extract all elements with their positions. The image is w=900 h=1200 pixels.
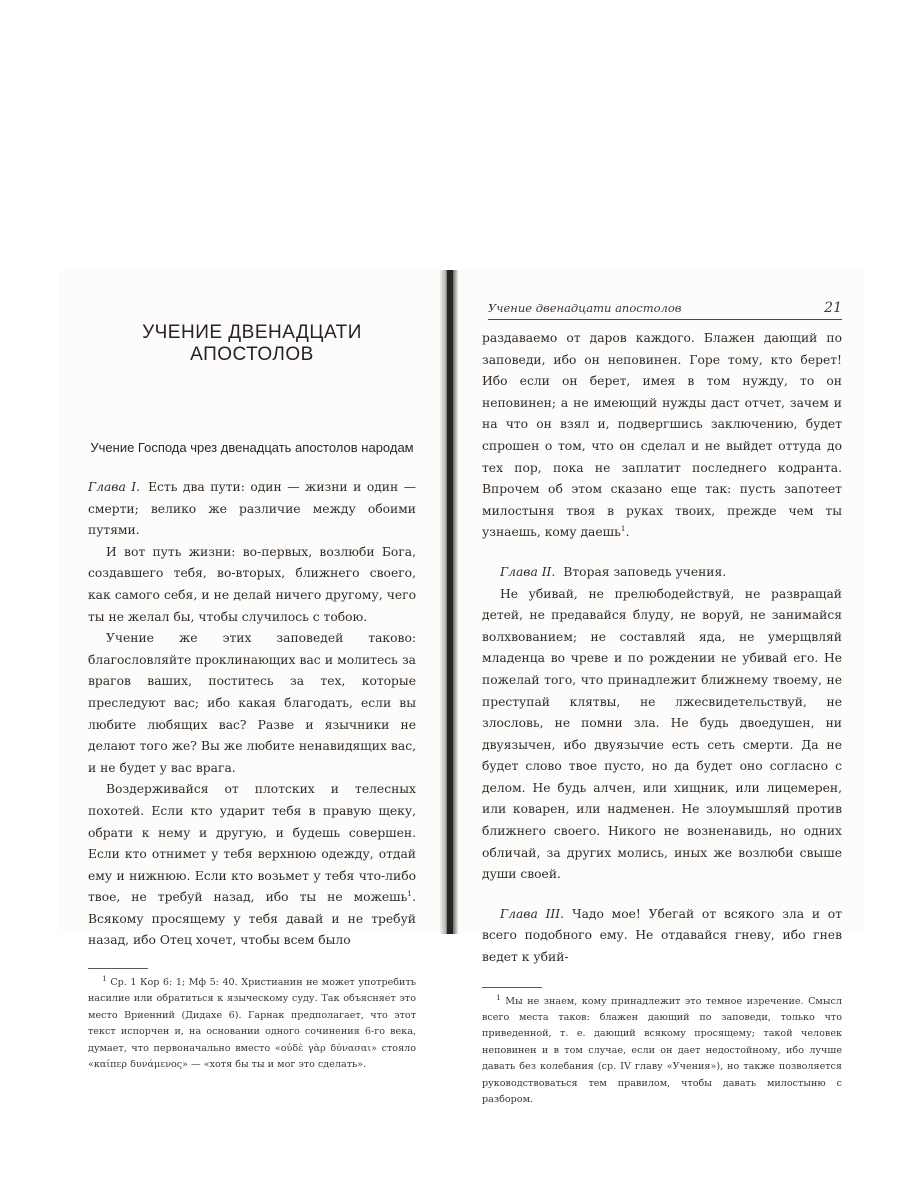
paragraph: [482, 562, 842, 584]
chapter-title: УЧЕНИЕ ДВЕНАДЦАТИ АПОСТОЛОВ: [142, 322, 362, 365]
paragraph: [482, 328, 842, 544]
paragraph-text: .: [625, 525, 630, 540]
footnote-text: Мы не знаем, кому принадлежит это темное изречение. Смысл всего места таков: блажен дающий по заповеди, только что приведенной, т. е. дающий всякому просящему; такой человек неповинен и в том случае, если он дает недостойному, ибо лучше давать без колебания (ср. IV главу «Учения»), но также позволяется руководствоваться тем правилом, чтобы давать милостыню с разбором.: [482, 995, 842, 1106]
right-page: [458, 270, 864, 1106]
paragraph: [482, 584, 842, 886]
footnote-ref[interactable]: 1: [620, 524, 626, 534]
paragraph-text: Есть два пути: один — жизни и один — смерти; велико же различие между обоими путями.: [88, 480, 416, 538]
running-head-title: Учение двенадцати апостолов: [488, 301, 682, 315]
book-gutter: [440, 270, 458, 934]
footnotes: [88, 968, 416, 1073]
paragraph: [88, 628, 416, 779]
footnote-text: Ср. 1 Кор 6: 1; Мф 5: 40. Христианин не может употребить насилие или обратиться к языческому суду. Так объясняет это место Вриенний (Дидахе 6). Гарнак предполагает, что этот текст испорчен и, на основании одного сочинения 6-го века, думает, что первоначально вместо «οὐδὲ γὰρ δύνασαι» стояло «καίπερ δυνάμενος» — «хотя бы ты и мог это сделать».: [88, 977, 416, 1071]
chapter-heading: Глава II.: [500, 564, 556, 579]
paragraph-text: И вот путь жизни: во-первых, возлюби Бога, создавшего тебя, во-вторых, ближнего своего, как самого себя, и не делай ничего другому, чего ты не желал бы, чтобы случилось с тобою.: [88, 544, 416, 624]
chapter-heading: Глава I.: [88, 480, 141, 494]
footnotes: [482, 987, 842, 1109]
paragraph: [88, 542, 416, 628]
footnote-marker: 1: [496, 992, 501, 1002]
footnote: [88, 975, 416, 1073]
paragraph-text: Учение же этих заповедей таково: благословляйте проклинающих вас и молитесь за врагов ваших, поститесь за тех, которые преследуют вас; ибо какая благодать, если вы любите любящих вас? Разве и язычники не делают того же? Вы же любите ненавидящих вас, и не будет у вас врага.: [88, 631, 416, 775]
paragraph-text: раздаваемо от даров каждого. Блажен дающий по заповеди, ибо он неповинен. Горе тому, кто берет! Ибо если он берет, имея в том нужду, то он неповинен; а не имеющий нужды даст отчет, зачем и на что он взял и, подвергшись заключению, будет спрошен о том, что он сделал и не выйдет оттуда до тех пор, пока не заплатит последнего кодранта. Впрочем об этом сказано еще так: пусть запотеет милостыня твоя в руках твоих, прежде чем ты узнаешь, кому даешь: [482, 331, 842, 540]
paragraph-text: . Всякому просящему у тебя давай и не требуй назад, ибо Отец хочет, чтобы всем было: [88, 890, 416, 948]
paragraph-text: Воздерживайся от плотских и телесных похотей. Если кто ударит тебя в правую щеку, обрати к нему и другую, и будешь совершен. Если кто отнимет у тебя верхнюю одежду, отдай ему и нижнюю. Если кто возьмет у тебя что-либо твое, не требуй назад, ибо ты не можешь: [88, 782, 416, 905]
paragraph-text: Не убивай, не прелюбодействуй, не развращай детей, не предавайся блуду, не воруй, не занимайся волхвованием; не составляй яда, не умерщвляй младенца во чреве и по рождении не убивай его. Не пожелай того, что принадлежит ближнему твоему, не преступай клятвы, не лжесвидетельствуй, не злословь, не помни зла. Не будь двоедушен, ни двуязычен, ибо двуязычие есть сеть смерти. Да не будет слово твое пусто, но да будет оно согласно с делом. Не будь алчен, или хищник, или лицемерен, или коварен, или надменен. Не злоумышляй против ближнего своего. Никого не возненавидь, но одних обличай, за других молись, иных же возлюби свыше души своей.: [482, 586, 842, 882]
page-number: 21: [824, 300, 842, 316]
running-head: [488, 300, 842, 320]
paragraph: [482, 904, 842, 969]
chapter-heading: Глава III.: [500, 906, 565, 921]
book-spread: [58, 270, 864, 1106]
chapter-subtitle: Учение Господа чрез двенадцать апостолов народам: [90, 440, 414, 455]
footnote-divider: [88, 968, 148, 969]
paragraph-text: Чадо мое! Убегай от всякого зла и от всего подобного ему. Не отдавайся гневу, ибо гнев ведет к убий-: [482, 906, 843, 965]
footnote-ref[interactable]: 1: [407, 889, 413, 899]
footnote: [482, 994, 842, 1109]
footnote-divider: [482, 987, 542, 988]
paragraph: [88, 779, 416, 952]
footnote-marker: 1: [102, 973, 107, 983]
left-page: [58, 270, 440, 1071]
paragraph: [88, 477, 416, 542]
paragraph-text: Вторая заповедь учения.: [563, 564, 727, 579]
